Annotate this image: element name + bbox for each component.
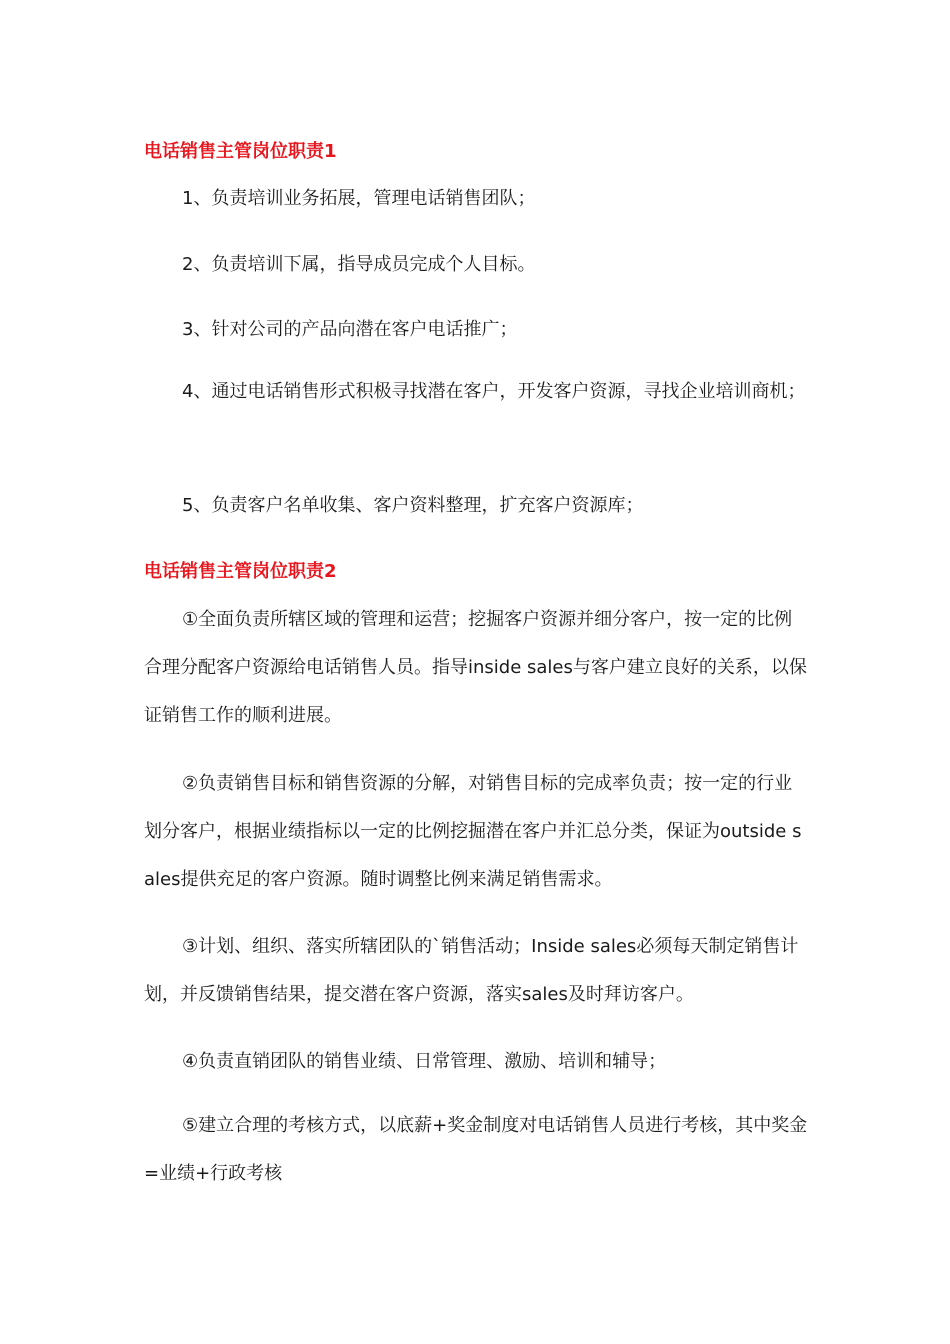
section-1-item-2: 2、负责培训下属，指导成员完成个人目标。 bbox=[182, 254, 536, 275]
section-2-item-2: ②负责销售目标和销售资源的分解，对销售目标的完成率负责；按一定的行业划分客户，根据业绩指标以一定的比例挖掘潜在客户并汇总分类，保证为outside sales提供充足的客户资源。随时调整比例来满足销售需求。 bbox=[144, 773, 802, 890]
section-2-item-5: ⑤建立合理的考核方式，以底薪+奖金制度对电话销售人员进行考核，其中奖金=业绩+行政考核 bbox=[144, 1115, 808, 1184]
section-2-item-1: ①全面负责所辖区域的管理和运营；挖掘客户资源并细分客户，按一定的比例合理分配客户资源给电话销售人员。指导inside sales与客户建立良好的关系，以保证销售工作的顺利进展。 bbox=[144, 609, 807, 726]
section-1-item-5: 5、负责客户名单收集、客户资料整理，扩充客户资源库； bbox=[182, 495, 644, 516]
section-2-item-3: ③计划、组织、落实所辖团队的`销售活动；Inside sales必须每天制定销售计划，并反馈销售结果，提交潜在客户资源，落实sales及时拜访客户。 bbox=[144, 936, 799, 1005]
section-2-title: 电话销售主管岗位职责2 bbox=[144, 561, 337, 582]
section-1-title: 电话销售主管岗位职责1 bbox=[144, 141, 337, 162]
section-2-item-4: ④负责直销团队的销售业绩、日常管理、激励、培训和辅导； bbox=[182, 1051, 667, 1072]
section-1-item-3: 3、针对公司的产品向潜在客户电话推广； bbox=[182, 319, 518, 340]
section-1-item-4: 4、通过电话销售形式积极寻找潜在客户，开发客户资源，寻找企业培训商机； bbox=[182, 381, 806, 402]
section-1-item-1: 1、负责培训业务拓展，管理电话销售团队； bbox=[182, 188, 536, 209]
